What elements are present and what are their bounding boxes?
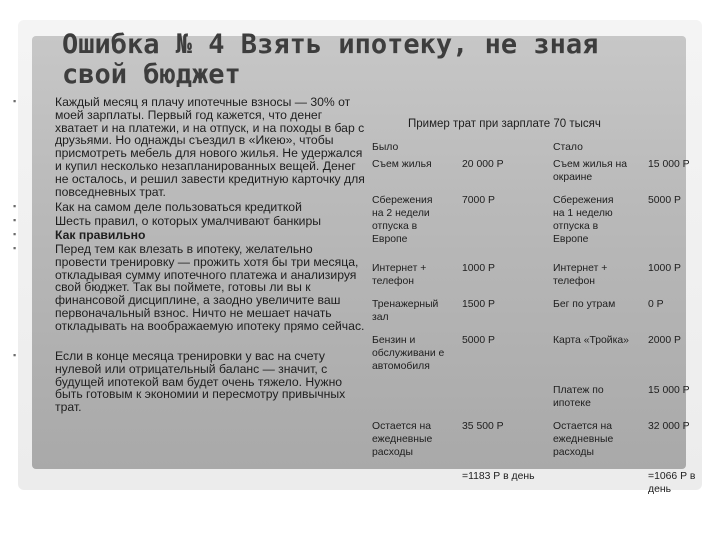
bullet-text: Перед тем как влезать в ипотеку, желательно провести тренировку — прожить хотя бы три месяца, откладывая сумму ипотечного платежа и анализируя свой бюджет. Так вы поймете, готовы ли вы к финансовой дисциплине, а заодно увеличите ваш первоначальный взнос. Ничто не мешает начать откладывать на воображаемую ипотеку прямо сейчас. — [55, 242, 365, 333]
table-cell: 2000 Р — [648, 335, 681, 346]
bullet-icon: ▪ — [13, 201, 17, 211]
bullet-item — [13, 242, 365, 333]
table-cell: 32 000 Р — [648, 421, 690, 432]
bullet-item — [13, 95, 365, 199]
table-cell: Съем жилья — [372, 159, 432, 170]
table-cell: 0 Р — [648, 299, 664, 310]
table-cell: 1000 Р — [462, 263, 495, 274]
table-cell: Бег по утрам — [553, 299, 616, 310]
table-cell: 15 000 Р — [648, 159, 690, 170]
table-cell: =1066 Р в день — [648, 471, 696, 495]
bullet-text: Как правильно — [55, 228, 146, 242]
bullet-item — [13, 228, 365, 242]
table-cell: Интернет + телефон — [372, 263, 427, 287]
bullet-item — [13, 214, 365, 228]
table-cell: Остается на ежедневные расходы — [553, 421, 614, 458]
bullet-text: Если в конце месяца тренировки у вас на счету нулевой или отрицательный баланс — значит, с будущей ипотекой вам будет очень тяжело. Нужно быть готовым к экономии и пересмотру привычных трат. — [55, 349, 346, 415]
table-cell: 5000 Р — [648, 195, 681, 206]
table-cell: Сбережения на 2 недели отпуска в Европе — [372, 195, 433, 245]
table-cell: =1183 Р в день — [462, 471, 535, 482]
table-cell: Съем жилья на окраине — [553, 159, 628, 183]
table-cell: Интернет + телефон — [553, 263, 608, 287]
table-cell: Тренажерный зал — [372, 299, 439, 323]
table-cell: 1500 Р — [462, 299, 495, 310]
table-cell: 20 000 Р — [462, 159, 504, 170]
bullet-item — [13, 349, 365, 415]
bullet-item — [13, 200, 365, 214]
table-cell: Сбережения на 1 неделю отпуска в Европе — [553, 195, 614, 245]
bullet-text: Шесть правил, о которых умалчивают банкиры — [55, 214, 322, 228]
bullet-icon: ▪ — [13, 215, 17, 225]
table-cell: 7000 Р — [462, 195, 495, 206]
bullet-icon: ▪ — [13, 229, 17, 239]
table-cell: 5000 Р — [462, 335, 495, 346]
table-header-after: Стало — [553, 142, 583, 153]
table-title: Пример трат при зарплате 70 тысяч — [408, 118, 601, 130]
bullet-text: Каждый месяц я плачу ипотечные взносы — 30% от моей зарплаты. Первый год кажется, что денег хватает и на платежи, и на отпуск, и на походы в бар с друзьями. Но однажды съездил в «Икею», чтобы присмотреть мебель для нового жилья. Не удержался и купил несколько незапланированных вещей. Денег не осталось, и решил завести кредитную карточку для повседневных трат. — [55, 95, 365, 199]
table-cell: 35 500 Р — [462, 421, 504, 432]
bullet-text: Как на самом деле пользоваться кредиткой — [55, 200, 302, 214]
slide-title: Ошибка № 4 Взять ипотеку, не зная свой бюджет — [62, 29, 599, 90]
table-cell: Остается на ежедневные расходы — [372, 421, 433, 458]
table-cell: Карта «Тройка» — [553, 335, 629, 346]
bullet-icon: ▪ — [13, 350, 17, 360]
table-header-before: Было — [372, 142, 399, 153]
bullet-icon: ▪ — [13, 96, 17, 106]
table-cell: 15 000 Р — [648, 385, 690, 396]
bullet-icon: ▪ — [13, 243, 17, 253]
table-cell: Бензин и обслуживани е автомобиля — [372, 335, 445, 372]
table-cell: Платеж по ипотеке — [553, 385, 604, 409]
table-cell: 1000 Р — [648, 263, 681, 274]
